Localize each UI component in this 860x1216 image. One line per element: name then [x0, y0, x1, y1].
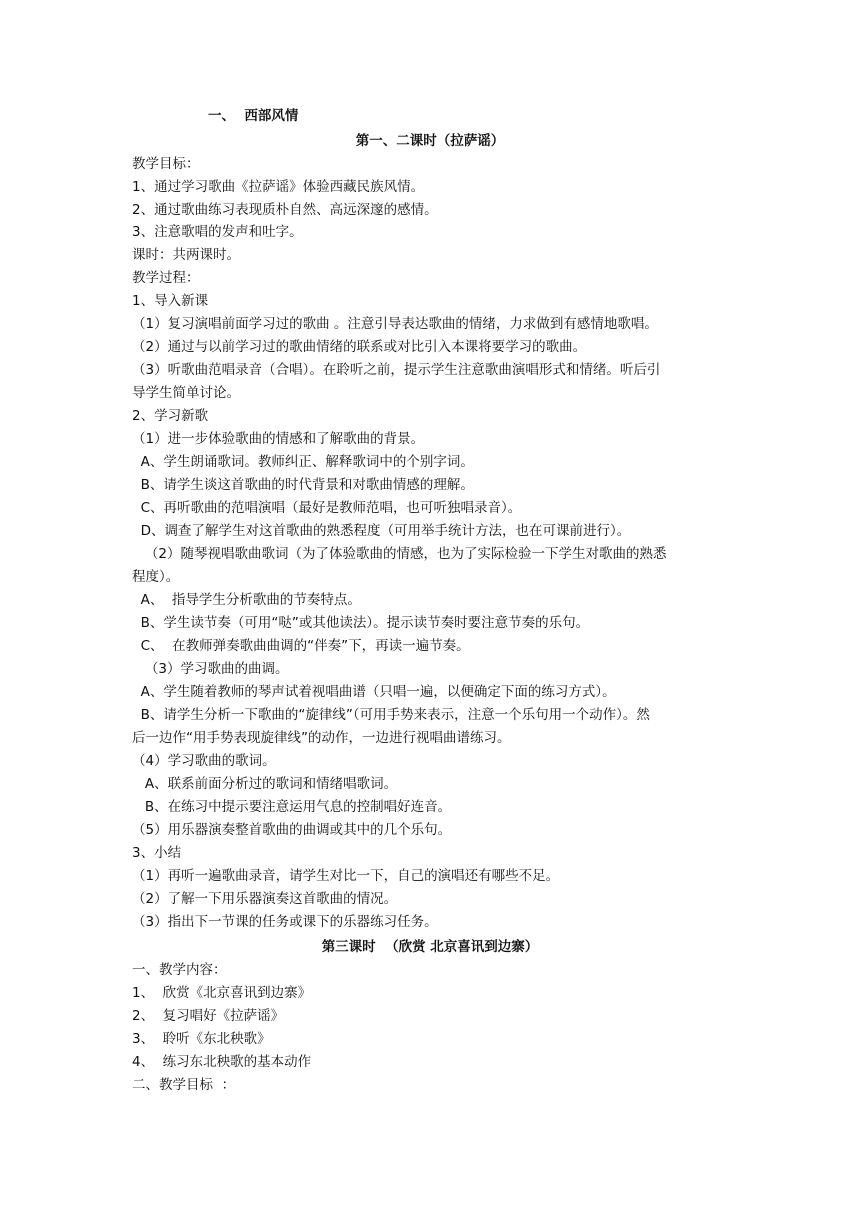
text-line: （3）学习歌曲的曲调。 — [132, 661, 289, 677]
text-line: （2）通过与以前学习过的歌曲情绪的联系或对比引入本课将要学习的歌曲。 — [132, 339, 587, 355]
text-line: （5）用乐器演奏整首歌曲的曲调或其中的几个乐句。 — [132, 822, 452, 838]
text-line: 1、导入新课 — [132, 293, 209, 309]
text-line: C、 在教师弹奏歌曲曲调的“伴奏”下，再读一遍节奏。 — [132, 638, 470, 654]
text-line: B、学生读节奏（可用“哒”或其他读法）。提示读节奏时要注意节奏的乐句。 — [132, 615, 590, 631]
text-line: 教学过程： — [132, 270, 200, 286]
text-line: D、调查了解学生对这首歌曲的熟悉程度（可用举手统计方法，也在可课前进行）。 — [132, 523, 631, 539]
text-line: （1）进一步体验歌曲的情感和了解歌曲的背景。 — [132, 431, 425, 447]
text-line: （1）再听一遍歌曲录音，请学生对比一下，自己的演唱还有哪些不足。 — [132, 868, 560, 884]
text-line: 课时：共两课时。 — [132, 247, 240, 263]
section-heading: 一、 西部风情 — [208, 108, 299, 124]
text-line: A、学生朗诵歌词。教师纠正、解释歌词中的个别字词。 — [132, 454, 474, 470]
text-line: 二、教学目标 ： — [132, 1077, 236, 1093]
text-line: A、 指导学生分析歌曲的节奏特点。 — [132, 592, 361, 608]
text-line: 3、注意歌唱的发声和吐字。 — [132, 224, 303, 240]
text-line: B、在练习中提示要注意运用气息的控制唱好连音。 — [132, 799, 452, 815]
lesson-title: 第一、二课时（拉萨谣） — [355, 133, 505, 149]
text-line: （1）复习演唱前面学习过的歌曲 。注意引导表达歌曲的情绪，力求做到有感情地歌唱。 — [132, 316, 658, 332]
text-line: 2、 复习唱好《拉萨谣》 — [132, 1008, 285, 1024]
lesson-title-3: 第三课时 （欣赏 北京喜讯到边寨） — [321, 939, 539, 955]
text-line: B、请学生分析一下歌曲的“旋律线”（可用手势来表示，注意一个乐句用一个动作）。然 — [132, 707, 650, 723]
text-line: 3、 聆听《东北秧歌》 — [132, 1031, 271, 1047]
text-line: A、学生随着教师的琴声试着视唱曲谱（只唱一遍，以便确定下面的练习方式）。 — [132, 684, 616, 700]
text-line: （4）学习歌曲的歌词。 — [132, 753, 276, 769]
text-line: 后一边作“用手势表现旋律线”的动作，一边进行视唱曲谱练习。 — [132, 730, 511, 746]
text-line: B、请学生谈这首歌曲的时代背景和对歌曲情感的理解。 — [132, 477, 474, 493]
text-line: 4、 练习东北秧歌的基本动作 — [132, 1054, 312, 1070]
text-line: 导学生简单讨论。 — [132, 385, 240, 401]
text-line: 教学目标： — [132, 156, 200, 172]
text-line: 1、 欣赏《北京喜讯到边寨》 — [132, 985, 312, 1001]
text-line: （2）了解一下用乐器演奏这首歌曲的情况。 — [132, 891, 398, 907]
text-line: 1、通过学习歌曲《拉萨谣》体验西藏民族风情。 — [132, 179, 425, 195]
text-line: 程度）。 — [132, 569, 180, 585]
text-line: A、联系前面分析过的歌词和情绪唱歌词。 — [132, 776, 398, 792]
text-line: （2）随琴视唱歌曲歌词（为了体验歌曲的情感，也为了实际检验一下学生对歌曲的熟悉 — [132, 546, 667, 562]
text-line: （3）指出下一节课的任务或课下的乐器练习任务。 — [132, 914, 438, 930]
text-line: （3）听歌曲范唱录音（合唱）。在聆听之前，提示学生注意歌曲演唱形式和情绪。听后引 — [132, 362, 661, 378]
text-line: 一、教学内容： — [132, 962, 227, 978]
text-line: C、再听歌曲的范唱演唱（最好是教师范唱，也可听独唱录音）。 — [132, 500, 522, 516]
text-line: 3、小结 — [132, 845, 182, 861]
text-line: 2、通过歌曲练习表现质朴自然、高远深邃的感情。 — [132, 202, 438, 218]
text-line: 2、学习新歌 — [132, 408, 209, 424]
